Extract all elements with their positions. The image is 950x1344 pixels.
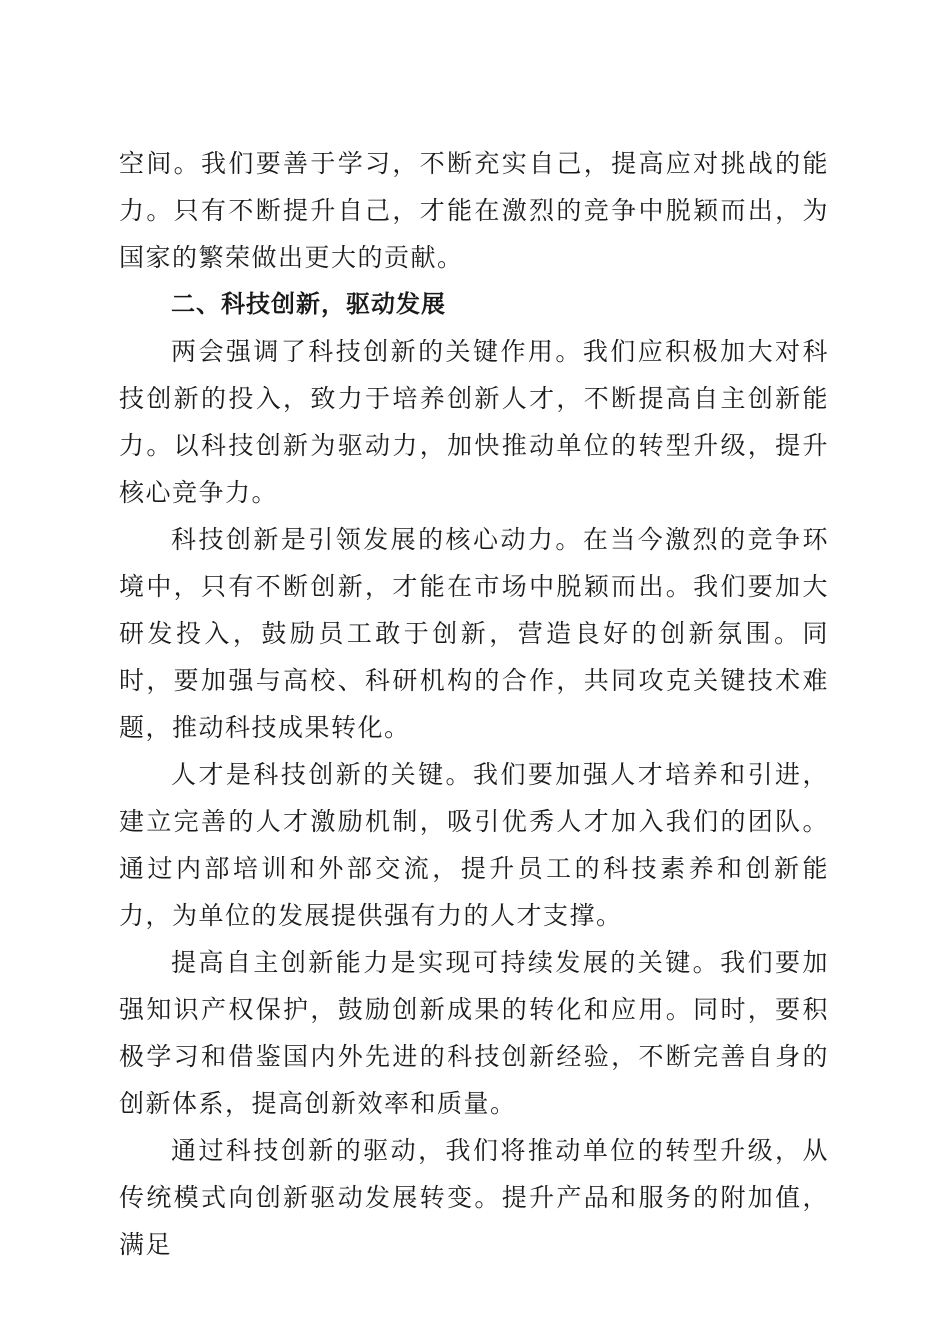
paragraph: 人才是科技创新的关键。我们要加强人才培养和引进，建立完善的人才激励机制，吸引优秀人才加入我们的团队。通过内部培训和外部交流，提升员工的科技素养和创新能力，为单位的发展提供强有力的人才支撑。 (119, 760, 829, 930)
paragraph-truncated: 通过科技创新的驱动，我们将推动单位的转型升级，从传统模式向创新驱动发展转变。提升产品和服务的附加值，满足 (119, 1136, 829, 1259)
paragraph: 提高自主创新能力是实现可持续发展的关键。我们要加强知识产权保护，鼓励创新成果的转化和应用。同时，要积极学习和借鉴国内外先进的科技创新经验，不断完善自身的创新体系，提高创新效率和质量。 (119, 948, 829, 1118)
paragraph-continued: 空间。我们要善于学习，不断充实自己，提高应对挑战的能力。只有不断提升自己，才能在激烈的竞争中脱颖而出，为国家的繁荣做出更大的贡献。 (119, 149, 829, 272)
document-body (119, 140, 829, 1268)
section-heading: 二、科技创新，驱动发展 (171, 290, 446, 318)
paragraph: 两会强调了科技创新的关键作用。我们应积极加大对科技创新的投入，致力于培养创新人才，不断提高自主创新能力。以科技创新为驱动力，加快推动单位的转型升级，提升核心竞争力。 (119, 337, 829, 507)
paragraph: 科技创新是引领发展的核心动力。在当今激烈的竞争环境中，只有不断创新，才能在市场中脱颖而出。我们要加大研发投入，鼓励员工敢于创新，营造良好的创新氛围。同时，要加强与高校、科研机构的合作，共同攻克关键技术难题，推动科技成果转化。 (119, 525, 829, 742)
